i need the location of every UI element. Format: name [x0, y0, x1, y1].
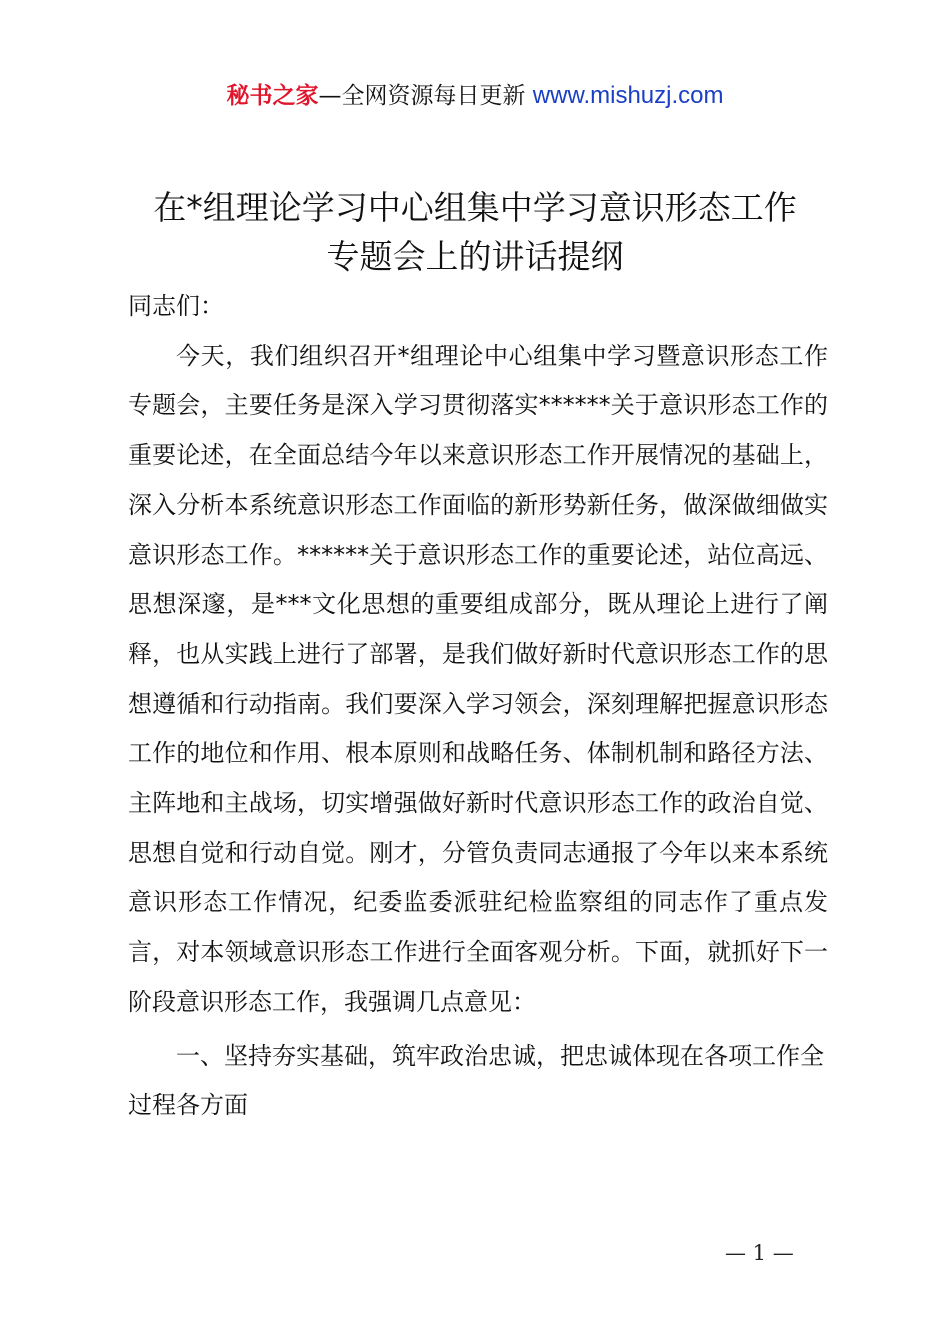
title-line-2: 专题会上的讲话提纲	[326, 237, 624, 276]
title-line-1: 在*组理论学习中心组集中学习意识形态工作	[153, 188, 797, 227]
body-paragraph: 今天，我们组织召开*组理论中心组集中学习暨意识形态工作专题会，主要任务是深入学习贯彻落实******关于意识形态工作的重要论述，在全面总结今年以来意识形态工作开展情况的基础上，深入分析本系统意识形态工作面临的新形势新任务，做深做细做实意识形态工作。******关于意识形态工作的重要论述，站位高远、思想深邃，是***文化思想的重要组成部分，既从理论上进行了阐释，也从实践上进行了部署，是我们做好新时代意识形态工作的思想遵循和行动指南。我们要深入学习领会，深刻理解把握意识形态工作的地位和作用、根本原则和战略任务、体制机制和路径方法、主阵地和主战场，切实增强做好新时代意识形态工作的政治自觉、思想自觉和行动自觉。刚才，分管负责同志通报了今年以来本系统意识形态工作情况，纪委监委派驻纪检监察组的同志作了重点发言，对本领域意识形态工作进行全面客观分析。下面，就抓好下一阶段意识形态工作，我强调几点意见：	[128, 341, 828, 1016]
site-brand: 秘书之家	[226, 83, 319, 109]
site-url-link[interactable]: www.mishuzj.com	[532, 82, 724, 109]
page-number: — 1 —	[725, 1241, 794, 1265]
document-body	[128, 282, 828, 1131]
site-header	[0, 80, 950, 112]
section-heading-1: 一、坚持夯实基础，筑牢政治忠诚，把忠诚体现在各项工作全过程各方面	[128, 1041, 824, 1120]
document-title	[60, 183, 890, 281]
salutation: 同志们：	[128, 292, 224, 320]
site-tagline: —全网资源每日更新	[318, 83, 533, 109]
